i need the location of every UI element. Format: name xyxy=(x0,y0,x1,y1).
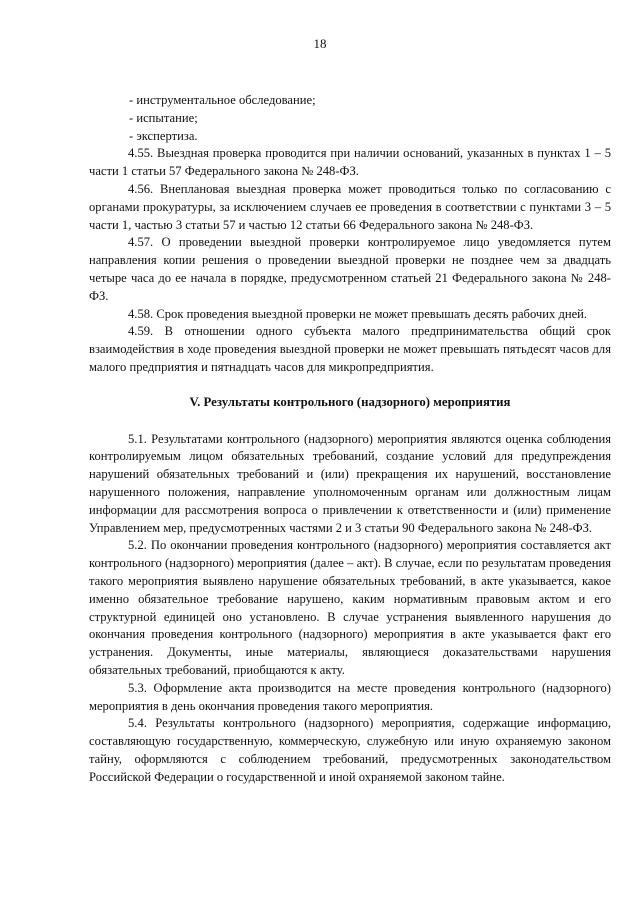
page-number: 18 xyxy=(313,36,327,51)
list-item: - инструментальное обследование; xyxy=(129,93,316,107)
paragraph-5-4: 5.4. Результаты контрольного (надзорного) мероприятия, содержащие информацию, составляющую государственную, коммерческую, служебную или иную охраняемую законом тайну, оформляются с соблюдением требований, предусмотренных законодательством Российской Федерации о государственной и иной охраняемой законом тайне. xyxy=(89,716,611,784)
list-item: - экспертиза. xyxy=(129,128,198,143)
document-body xyxy=(89,92,611,786)
paragraph-5-1: 5.1. Результатами контрольного (надзорного) мероприятия являются оценка соблюдения контролируемым лицом обязательных требований, создание условий для предупреждения нарушений обязательных требований и (или) прекращения их нарушений, восстановление нарушенного положения, направление уполномоченным органам или должностным лицам информации для рассмотрения вопроса о привлечении к ответственности и (или) применение Управлением мер, предусмотренных частями 2 и 3 статьи 90 Федерального закона № 248-ФЗ. xyxy=(89,431,611,535)
list-item: - испытание; xyxy=(129,110,198,125)
paragraph-4-56: 4.56. Внеплановая выездная проверка может проводиться только по согласованию с органами прокуратуры, за исключением случаев ее проведения в соответствии с пунктами 3 – 5 части 1, частью 3 статьи 57 и частью 12 статьи 66 Федерального закона № 248-ФЗ. xyxy=(89,181,611,232)
paragraph-5-2: 5.2. По окончании проведения контрольного (надзорного) мероприятия составляется акт контрольного (надзорного) мероприятия (далее – акт). В случае, если по результатам проведения такого мероприятия выявлено нарушение обязательных требований, в акте указывается, какое именно обязательное требование нарушено, каким нормативным правовым актом и его структурной единицей оно установлено. В случае устранения выявленного нарушения до окончания проведения контрольного (надзорного) мероприятия в акте указывается факт его устранения. Документы, иные материалы, являющиеся доказательствами нарушения обязательных требований, приобщаются к акту. xyxy=(89,538,611,677)
paragraph-4-58: 4.58. Срок проведения выездной проверки не может превышать десять рабочих дней. xyxy=(128,306,588,321)
paragraph-4-55: 4.55. Выездная проверка проводится при наличии оснований, указанных в пунктах 1 – 5 части 1 статьи 57 Федерального закона № 248-ФЗ. xyxy=(89,146,611,179)
paragraph-5-3: 5.3. Оформление акта производится на месте проведения контрольного (надзорного) мероприятия в день окончания проведения такого мероприятия. xyxy=(89,680,611,713)
section-heading: V. Результаты контрольного (надзорного) мероприятия xyxy=(189,394,511,409)
paragraph-4-59: 4.59. В отношении одного субъекта малого предпринимательства общий срок взаимодействия в ходе проведения выездной проверки не может превышать пятьдесят часов для малого предприятия и пятнадцать часов для микропредприятия. xyxy=(89,324,611,374)
paragraph-4-57: 4.57. О проведении выездной проверки контролируемое лицо уведомляется путем направления копии решения о проведении выездной проверки не позднее чем за двадцать четыре часа до ее начала в порядке, предусмотренном статьей 21 Федерального закона № 248-ФЗ. xyxy=(89,235,611,303)
